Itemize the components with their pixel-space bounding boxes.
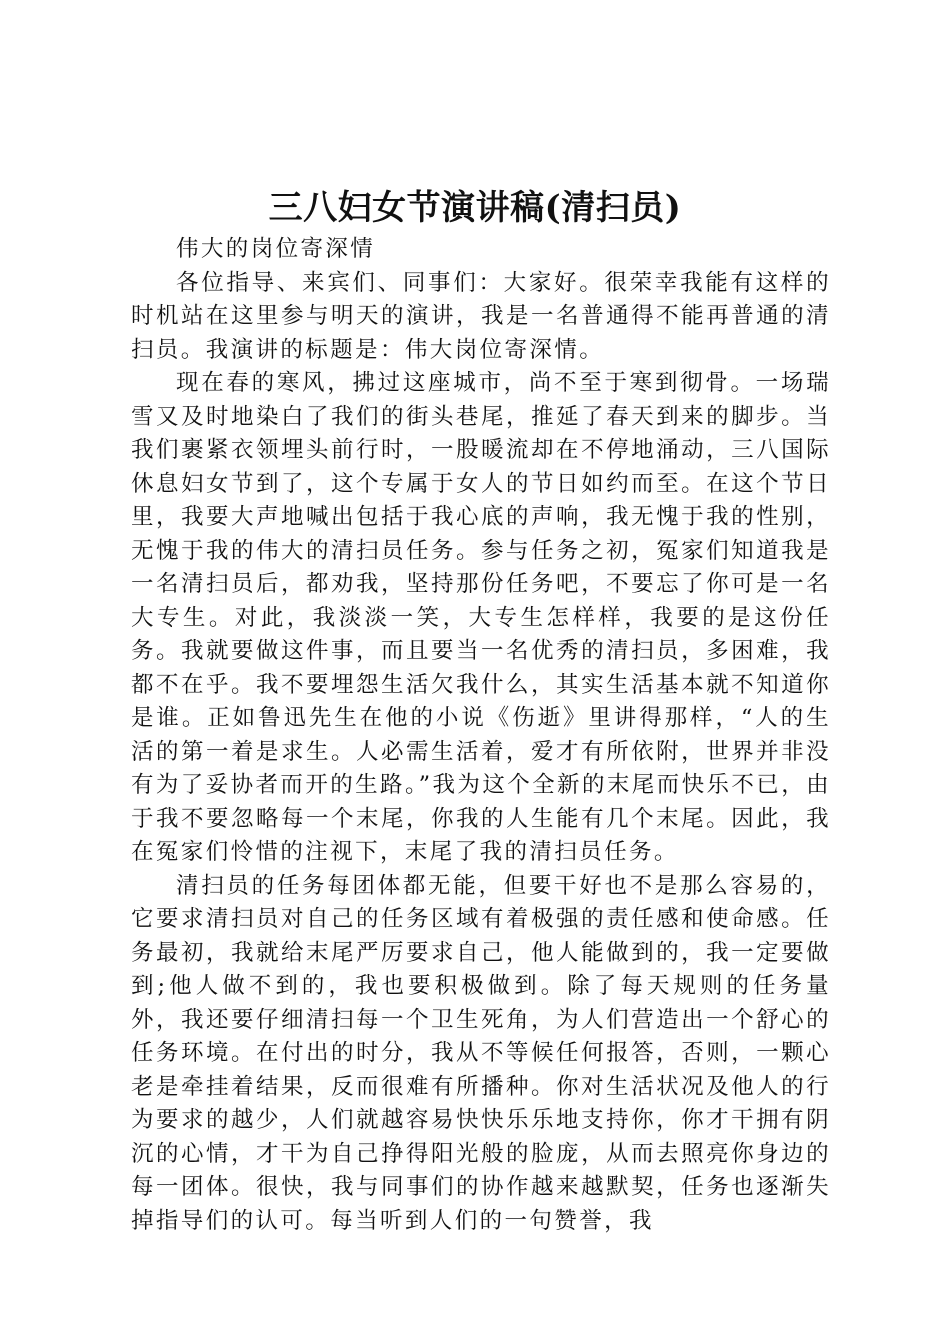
paragraph-work: 清扫员的任务每团体都无能，但要干好也不是那么容易的，它要求清扫员对自己的任务区域有着极强的责任感和使命感。任务最初，我就给末尾严厉要求自己，他人能做到的，我一定要做到;他人做不到的，我也要积极做到。除了每天规则的任务量外，我还要仔细清扫每一个卫生死角，为人们营造出一个舒心的任务环境。在付出的时分，我从不等候任何报答，否则，一颗心老是牵挂着结果，反而很难有所播种。你对生活状况及他人的行为要求的越少，人们就越容易快快乐乐地支持你，你才干拥有阴沉的心情，才干为自己挣得阳光般的脸庞，从而去照亮你身边的每一团体。很快，我与同事们的协作越来越默契，任务也逐渐失掉指导们的认可。每当听到人们的一句赞誉，我 (131, 872, 831, 1234)
paragraph-greeting: 各位指导、来宾们、同事们：大家好。很荣幸我能有这样的时机站在这里参与明天的演讲，我是一名普通得不能再普通的清扫员。我演讲的标题是：伟大岗位寄深情。 (131, 269, 831, 363)
speech-subtitle: 伟大的岗位寄深情 (176, 236, 376, 262)
document-body (131, 233, 831, 1238)
paragraph-spring: 现在春的寒风，拂过这座城市，尚不至于寒到彻骨。一场瑞雪又及时地染白了我们的街头巷尾，推延了春天到来的脚步。当我们裹紧衣领埋头前行时，一股暖流却在不停地涌动，三八国际休息妇女节到了，这个专属于女人的节日如约而至。在这个节日里，我要大声地喊出包括于我心底的声响，我无愧于我的性别，无愧于我的伟大的清扫员任务。参与任务之初，冤家们知道我是一名清扫员后，都劝我，坚持那份任务吧，不要忘了你可是一名大专生。对此，我淡淡一笑，大专生怎样样，我要的是这份任务。我就要做这件事，而且要当一名优秀的清扫员，多困难，我都不在乎。我不要埋怨生活欠我什么，其实生活基本就不知道你是谁。正如鲁迅先生在他的小说《伤逝》里讲得那样，“人的生活的第一着是求生。人必需生活着，爱才有所依附，世界并非没有为了妥协者而开的生路。”我为这个全新的末尾而快乐不已，由于我不要忽略每一个末尾，你我的人生能有几个末尾。因此，我在冤家们怜惜的注视下，末尾了我的清扫员任务。 (131, 370, 831, 865)
page-title: 三八妇女节演讲稿(清扫员) (268, 188, 682, 228)
